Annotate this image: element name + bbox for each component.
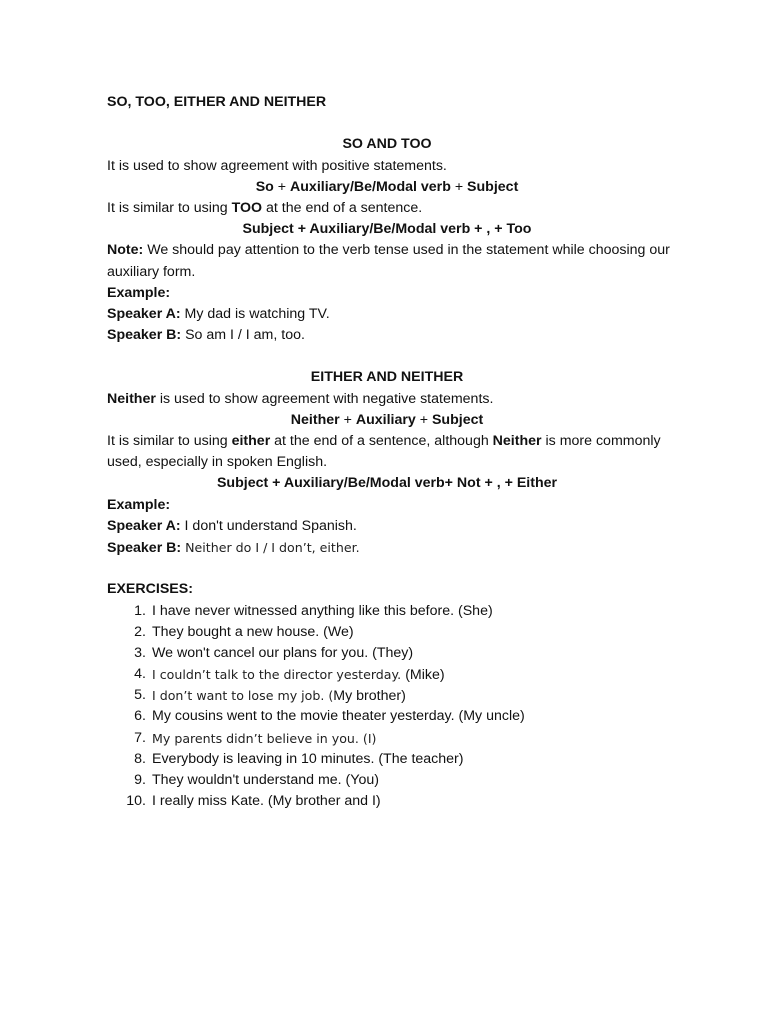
formula-part: Subject — [431, 411, 484, 428]
note-label: Note: — [107, 242, 144, 259]
section-heading-either-neither: EITHER AND NEITHER — [310, 369, 464, 386]
list-item-number: 10. — [126, 793, 146, 810]
note-text: We should pay attention to the verb tense used in the statement while choosing our — [143, 242, 670, 259]
text-run: is used to show agreement with negative statements. — [155, 390, 494, 407]
keyword-either: either — [231, 433, 271, 449]
text-run: It is similar to using — [107, 433, 232, 449]
list-item-number: 6. — [134, 708, 146, 725]
example-label: Example: — [107, 496, 171, 513]
speaker-a-label: Speaker A: — [107, 517, 181, 534]
text-run: at the end of a sentence, although — [270, 433, 493, 449]
so-formula: So + Auxiliary/Be/Modal verb + Subject — [255, 178, 519, 195]
text-run: is more commonly — [541, 433, 661, 449]
list-item-text: My brother) — [333, 688, 406, 705]
list-item — [107, 706, 667, 727]
speaker-a-line — [107, 304, 667, 325]
list-item-text: I have never witnessed anything like this before. (She) — [152, 602, 493, 619]
exercise-list — [107, 601, 667, 813]
speaker-a-line — [107, 516, 667, 537]
list-item-number: 4. — [134, 666, 146, 683]
formula-part: Auxiliary/Be/Modal verb — [290, 178, 451, 195]
speaker-b-text: So am I / I am, too. — [181, 327, 305, 344]
text-run: at the end of a sentence. — [262, 199, 423, 216]
neither-intro — [107, 389, 667, 410]
exercises-heading: EXERCISES: — [107, 581, 193, 598]
keyword-neither: Neither — [107, 390, 156, 407]
list-item — [107, 664, 667, 685]
so-too-similar — [107, 198, 667, 219]
list-item — [107, 728, 667, 749]
document-page — [107, 92, 670, 812]
spacer — [107, 346, 667, 367]
speaker-b-line — [107, 325, 667, 346]
list-item — [107, 622, 667, 643]
list-item-number: 7. — [134, 729, 146, 746]
list-item — [107, 791, 667, 812]
document-title: SO, TOO, EITHER AND NEITHER — [107, 94, 327, 110]
list-item — [107, 601, 667, 622]
either-similar-2: used, especially in spoken English. — [107, 454, 328, 471]
speaker-a-text: I don't understand Spanish. — [180, 517, 357, 534]
so-too-intro: It is used to show agreement with positive statements. — [107, 157, 447, 174]
list-item-number: 3. — [134, 644, 146, 661]
list-item-text: (Mike) — [405, 667, 445, 684]
formula-part: Neither — [290, 411, 340, 428]
list-item — [107, 770, 667, 791]
formula-part: Subject — [467, 178, 519, 195]
list-item-text: My parents didn’t believe in you. (I) — [152, 730, 377, 746]
speaker-b-text: Neither do I / I don’t, either. — [181, 539, 360, 555]
neither-formula: Neither + Auxiliary + Subject — [290, 411, 484, 428]
list-item-number: 8. — [134, 750, 146, 767]
list-item-text: I couldn’t talk to the director yesterday. — [152, 667, 406, 683]
keyword-too: TOO — [231, 199, 263, 216]
formula-part: Auxiliary — [355, 411, 416, 428]
spacer — [107, 558, 667, 579]
note-line — [107, 240, 670, 261]
either-similar — [107, 431, 667, 452]
list-item — [107, 749, 667, 770]
too-formula: Subject + Auxiliary/Be/Modal verb + , + Too — [242, 221, 532, 238]
list-item-text: I don’t want to lose my job. ( — [152, 688, 334, 704]
list-item — [107, 643, 667, 664]
list-item-text: We won't cancel our plans for you. (They) — [152, 644, 414, 661]
formula-part: So — [255, 178, 274, 195]
example-label: Example: — [107, 284, 171, 301]
list-item-number: 9. — [134, 772, 146, 788]
list-item — [107, 685, 667, 706]
either-formula: Subject + Auxiliary/Be/Modal verb+ Not + , + Either — [216, 475, 558, 492]
list-item-number: 1. — [134, 602, 146, 619]
speaker-b-line — [107, 537, 667, 558]
note-line-2: auxiliary form. — [107, 263, 196, 280]
spacer — [107, 113, 667, 134]
speaker-b-label: Speaker B: — [107, 539, 182, 556]
list-item-text: They bought a new house. (We) — [152, 623, 354, 640]
list-item-number: 2. — [134, 623, 146, 640]
text-run: It is similar to using — [107, 199, 232, 216]
list-item-text: I really miss Kate. (My brother and I) — [152, 793, 381, 810]
speaker-a-text: My dad is watching TV. — [180, 305, 330, 322]
speaker-a-label: Speaker A: — [107, 305, 181, 322]
keyword-neither: Neither — [492, 433, 542, 449]
list-item-text: They wouldn't understand me. (You) — [152, 772, 379, 788]
section-heading-so-too: SO AND TOO — [342, 136, 432, 153]
list-item-text: Everybody is leaving in 10 minutes. (The teacher) — [152, 750, 464, 767]
speaker-b-label: Speaker B: — [107, 327, 182, 344]
list-item-number: 5. — [134, 687, 146, 704]
list-item-text: My cousins went to the movie theater yesterday. (My uncle) — [152, 708, 525, 725]
